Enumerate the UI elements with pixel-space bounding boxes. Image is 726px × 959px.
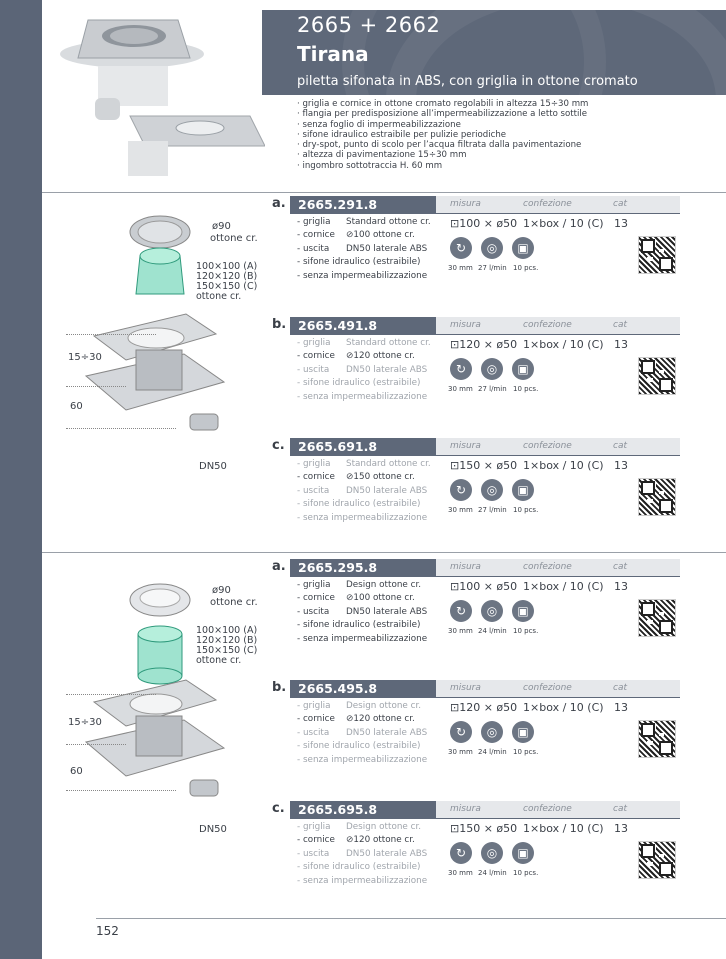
dimension-line xyxy=(66,386,126,387)
row-letter: b. xyxy=(272,317,287,332)
height-label-floor: 15÷30 xyxy=(68,717,102,728)
spec-value: ⊘100 ottone cr. xyxy=(346,230,415,241)
row-divider xyxy=(290,818,680,819)
qr-code xyxy=(638,841,676,879)
spec-key: - uscita xyxy=(297,243,330,254)
size-material-label: ottone cr. xyxy=(196,291,242,302)
dimension-label-material: ottone cr. xyxy=(210,597,258,608)
misura-value: ⊡150 × ø50 xyxy=(450,459,518,472)
spec-key: - uscita xyxy=(297,848,330,859)
product-subtitle: piletta sifonata in ABS, con griglia in ottone cromato xyxy=(297,74,638,89)
confezione-value: 1×box / 10 (C) xyxy=(523,701,604,714)
column-header-misura: misura xyxy=(450,199,481,209)
flow-icon: ◎ xyxy=(481,479,503,501)
spec-value: Design ottone cr. xyxy=(346,701,422,711)
outlet-label: DN50 xyxy=(199,824,227,835)
qr-code xyxy=(638,599,676,637)
spec-line xyxy=(297,875,427,888)
size-label-b: 120×120 (B) xyxy=(196,635,258,646)
spec-key: - griglia xyxy=(297,459,331,469)
column-header-misura: misura xyxy=(450,320,481,330)
cat-value: 13 xyxy=(614,580,628,593)
spec-key: - senza impermeabilizzazione xyxy=(297,391,428,402)
spec-line xyxy=(297,485,431,498)
column-header-confezione: confezione xyxy=(523,320,572,330)
row-letter: c. xyxy=(272,801,285,816)
confezione-value: 1×box / 10 (C) xyxy=(523,459,604,472)
spec-line xyxy=(297,619,427,632)
cat-value: 13 xyxy=(614,459,628,472)
page-number: 152 xyxy=(96,924,119,938)
spec-key: - sifone idraulico (estraibile) xyxy=(297,378,421,389)
icon-label-pack: 10 pcs. xyxy=(513,506,539,514)
page-sidebar xyxy=(0,0,42,959)
column-header-confezione: confezione xyxy=(523,804,572,814)
icon-label-flow: 27 l/min xyxy=(478,264,507,272)
icon-label-pack: 10 pcs. xyxy=(513,748,539,756)
spec-key: - cornice xyxy=(297,835,335,846)
spec-key: - cornice xyxy=(297,351,335,362)
flow-icon: ◎ xyxy=(481,721,503,743)
flow-icon: ◎ xyxy=(481,358,503,380)
spec-key: - uscita xyxy=(297,606,330,617)
row-divider xyxy=(290,213,680,214)
spec-key: - sifone idraulico (estraibile) xyxy=(297,862,421,873)
spec-line xyxy=(297,229,431,242)
spec-value: DN50 laterale ABS xyxy=(346,364,428,375)
spec-key: - sifone idraulico (estraibile) xyxy=(297,499,421,510)
icon-label-pack: 10 pcs. xyxy=(513,869,539,877)
spec-list xyxy=(297,216,431,283)
exploded-diagram-standard xyxy=(66,214,246,444)
qr-code-image xyxy=(638,236,676,274)
spec-key: - senza impermeabilizzazione xyxy=(297,270,428,281)
icon-row xyxy=(450,600,534,622)
row-letter: c. xyxy=(272,438,285,453)
spec-list xyxy=(297,458,431,525)
column-header-cat: cat xyxy=(613,441,627,451)
column-header-cat: cat xyxy=(613,562,627,572)
spec-value: ⊘120 ottone cr. xyxy=(346,835,415,846)
dimension-line xyxy=(66,428,176,429)
product-photo xyxy=(50,6,265,186)
spec-line xyxy=(297,498,431,511)
product-code: 2665.291.8 xyxy=(290,196,436,213)
spec-line xyxy=(297,754,427,767)
spec-line xyxy=(297,713,427,726)
icon-label-height: 30 mm xyxy=(448,627,473,635)
spec-line xyxy=(297,821,427,834)
siphon-icon: ↻ xyxy=(450,721,472,743)
column-header-confezione: confezione xyxy=(523,199,572,209)
flow-icon: ◎ xyxy=(481,600,503,622)
product-code: 2665.295.8 xyxy=(290,559,436,576)
spec-line xyxy=(297,834,427,847)
qr-code-image xyxy=(638,720,676,758)
box-icon: ▣ xyxy=(512,237,534,259)
spec-key: - senza impermeabilizzazione xyxy=(297,754,428,765)
spec-line xyxy=(297,350,431,363)
qr-code xyxy=(638,236,676,274)
icon-row xyxy=(450,358,534,380)
column-header-confezione: confezione xyxy=(523,441,572,451)
confezione-value: 1×box / 10 (C) xyxy=(523,217,604,230)
spec-key: - cornice xyxy=(297,593,335,604)
confezione-value: 1×box / 10 (C) xyxy=(523,338,604,351)
spec-line xyxy=(297,606,427,619)
spec-line xyxy=(297,471,431,484)
spec-line xyxy=(297,243,431,256)
spec-line xyxy=(297,458,431,471)
feature-item: · sifone idraulico estraibile per pulizie periodiche xyxy=(297,130,588,140)
product-code: 2665.491.8 xyxy=(290,317,436,334)
icon-label-height: 30 mm xyxy=(448,385,473,393)
dimension-line xyxy=(66,694,156,695)
spec-line xyxy=(297,512,431,525)
spec-key: - senza impermeabilizzazione xyxy=(297,633,428,644)
icon-label-height: 30 mm xyxy=(448,869,473,877)
spec-line xyxy=(297,391,431,404)
outlet-label: DN50 xyxy=(199,461,227,472)
qr-code-image xyxy=(638,841,676,879)
row-divider xyxy=(290,455,680,456)
row-divider xyxy=(290,576,680,577)
spec-key: - uscita xyxy=(297,364,330,375)
flow-icon: ◎ xyxy=(481,842,503,864)
size-label-c: 150×150 (C) xyxy=(196,645,258,656)
feature-list xyxy=(297,99,588,171)
spec-key: - griglia xyxy=(297,338,331,348)
column-header-cat: cat xyxy=(613,199,627,209)
feature-item: · ingombro sottotraccia H. 60 mm xyxy=(297,161,588,171)
spec-value: DN50 laterale ABS xyxy=(346,485,428,496)
spec-value: DN50 laterale ABS xyxy=(346,243,428,254)
icon-label-flow: 27 l/min xyxy=(478,506,507,514)
column-header-confezione: confezione xyxy=(523,562,572,572)
spec-key: - senza impermeabilizzazione xyxy=(297,512,428,523)
spec-key: - senza impermeabilizzazione xyxy=(297,875,428,886)
spec-key: - sifone idraulico (estraibile) xyxy=(297,741,421,752)
spec-key: - sifone idraulico (estraibile) xyxy=(297,257,421,268)
spec-value: DN50 laterale ABS xyxy=(346,727,428,738)
dimension-label-material: ottone cr. xyxy=(210,233,258,244)
qr-code xyxy=(638,720,676,758)
confezione-value: 1×box / 10 (C) xyxy=(523,822,604,835)
column-header-misura: misura xyxy=(450,562,481,572)
spec-key: - cornice xyxy=(297,230,335,241)
qr-code xyxy=(638,478,676,516)
spec-line xyxy=(297,377,431,390)
feature-item: · altezza di pavimentazione 15÷30 mm xyxy=(297,150,588,160)
row-letter: a. xyxy=(272,196,286,211)
spec-value: ⊘100 ottone cr. xyxy=(346,593,415,604)
size-label-a: 100×100 (A) xyxy=(196,625,258,636)
product-code-title: 2665 + 2662 xyxy=(297,13,441,37)
icon-label-pack: 10 pcs. xyxy=(513,627,539,635)
spec-key: - griglia xyxy=(297,580,331,590)
spec-value: Standard ottone cr. xyxy=(346,459,431,469)
section-divider xyxy=(42,552,726,553)
cat-value: 13 xyxy=(614,217,628,230)
row-letter: a. xyxy=(272,559,286,574)
size-label-a: 100×100 (A) xyxy=(196,261,258,272)
qr-code-image xyxy=(638,599,676,637)
spec-line xyxy=(297,740,427,753)
misura-value: ⊡150 × ø50 xyxy=(450,822,518,835)
spec-list xyxy=(297,700,427,767)
icon-row xyxy=(450,721,534,743)
icon-label-flow: 24 l/min xyxy=(478,627,507,635)
spec-value: DN50 laterale ABS xyxy=(346,848,428,859)
spec-key: - cornice xyxy=(297,472,335,483)
icon-label-pack: 10 pcs. xyxy=(513,385,539,393)
qr-code-image xyxy=(638,478,676,516)
spec-value: ⊘120 ottone cr. xyxy=(346,714,415,725)
misura-value: ⊡100 × ø50 xyxy=(450,580,518,593)
spec-list xyxy=(297,337,431,404)
confezione-value: 1×box / 10 (C) xyxy=(523,580,604,593)
height-label-floor: 15÷30 xyxy=(68,352,102,363)
flow-icon: ◎ xyxy=(481,237,503,259)
product-code: 2665.691.8 xyxy=(290,438,436,455)
spec-line xyxy=(297,579,427,592)
misura-value: ⊡120 × ø50 xyxy=(450,338,518,351)
feature-item: · senza foglio di impermeabilizzazione xyxy=(297,120,588,130)
spec-list xyxy=(297,579,427,646)
misura-value: ⊡100 × ø50 xyxy=(450,217,518,230)
spec-line xyxy=(297,727,427,740)
icon-row xyxy=(450,479,534,501)
dimension-line xyxy=(66,744,126,745)
spec-line xyxy=(297,364,431,377)
spec-line xyxy=(297,848,427,861)
size-material-label: ottone cr. xyxy=(196,655,242,666)
qr-code xyxy=(638,357,676,395)
spec-line xyxy=(297,337,431,350)
siphon-icon: ↻ xyxy=(450,600,472,622)
column-header-misura: misura xyxy=(450,683,481,693)
spec-value: ⊘150 ottone cr. xyxy=(346,472,415,483)
header-banner xyxy=(262,10,726,95)
column-header-confezione: confezione xyxy=(523,683,572,693)
spec-value: ⊘120 ottone cr. xyxy=(346,351,415,362)
row-letter: b. xyxy=(272,680,287,695)
siphon-icon: ↻ xyxy=(450,358,472,380)
dimension-label-diameter: ø90 xyxy=(212,585,231,596)
spec-line xyxy=(297,256,431,269)
column-header-misura: misura xyxy=(450,804,481,814)
feature-item: · flangia per predisposizione all’impermeabilizzazione a letto sottile xyxy=(297,109,588,119)
cat-value: 13 xyxy=(614,822,628,835)
size-label-c: 150×150 (C) xyxy=(196,281,258,292)
section-divider xyxy=(42,192,726,193)
spec-line xyxy=(297,216,431,229)
spec-key: - uscita xyxy=(297,485,330,496)
siphon-icon: ↻ xyxy=(450,479,472,501)
spec-key: - griglia xyxy=(297,217,331,227)
icon-label-flow: 24 l/min xyxy=(478,748,507,756)
cat-value: 13 xyxy=(614,338,628,351)
column-header-cat: cat xyxy=(613,320,627,330)
dimension-line xyxy=(66,334,156,335)
height-label-depth: 60 xyxy=(70,766,83,777)
spec-line xyxy=(297,270,431,283)
icon-row xyxy=(450,237,534,259)
row-divider xyxy=(290,334,680,335)
spec-line xyxy=(297,592,427,605)
spec-value: Design ottone cr. xyxy=(346,822,422,832)
icon-label-height: 30 mm xyxy=(448,264,473,272)
icon-label-height: 30 mm xyxy=(448,506,473,514)
exploded-diagram-design xyxy=(66,580,246,810)
box-icon: ▣ xyxy=(512,479,534,501)
dimension-label-diameter: ø90 xyxy=(212,221,231,232)
spec-key: - cornice xyxy=(297,714,335,725)
height-label-depth: 60 xyxy=(70,401,83,412)
spec-line xyxy=(297,861,427,874)
column-header-cat: cat xyxy=(613,804,627,814)
box-icon: ▣ xyxy=(512,358,534,380)
spec-line xyxy=(297,633,427,646)
dimension-line xyxy=(66,790,176,791)
product-code: 2665.695.8 xyxy=(290,801,436,818)
feature-item: · griglia e cornice in ottone cromato regolabili in altezza 15÷30 mm xyxy=(297,99,588,109)
spec-key: - sifone idraulico (estraibile) xyxy=(297,620,421,631)
spec-key: - uscita xyxy=(297,727,330,738)
product-code: 2665.495.8 xyxy=(290,680,436,697)
cat-value: 13 xyxy=(614,701,628,714)
row-divider xyxy=(290,697,680,698)
icon-row xyxy=(450,842,534,864)
icon-label-flow: 27 l/min xyxy=(478,385,507,393)
icon-label-flow: 24 l/min xyxy=(478,869,507,877)
spec-key: - griglia xyxy=(297,701,331,711)
spec-value: Design ottone cr. xyxy=(346,580,422,590)
size-label-b: 120×120 (B) xyxy=(196,271,258,282)
spec-list xyxy=(297,821,427,888)
spec-key: - griglia xyxy=(297,822,331,832)
footer-divider xyxy=(96,918,726,919)
box-icon: ▣ xyxy=(512,721,534,743)
misura-value: ⊡120 × ø50 xyxy=(450,701,518,714)
column-header-misura: misura xyxy=(450,441,481,451)
siphon-icon: ↻ xyxy=(450,842,472,864)
feature-item: · dry-spot, punto di scolo per l’acqua filtrata dalla pavimentazione xyxy=(297,140,588,150)
box-icon: ▣ xyxy=(512,600,534,622)
spec-value: Standard ottone cr. xyxy=(346,338,431,348)
icon-label-pack: 10 pcs. xyxy=(513,264,539,272)
spec-value: DN50 laterale ABS xyxy=(346,606,428,617)
qr-code-image xyxy=(638,357,676,395)
column-header-cat: cat xyxy=(613,683,627,693)
siphon-icon: ↻ xyxy=(450,237,472,259)
spec-line xyxy=(297,700,427,713)
spec-value: Standard ottone cr. xyxy=(346,217,431,227)
product-name: Tirana xyxy=(297,42,369,66)
box-icon: ▣ xyxy=(512,842,534,864)
icon-label-height: 30 mm xyxy=(448,748,473,756)
